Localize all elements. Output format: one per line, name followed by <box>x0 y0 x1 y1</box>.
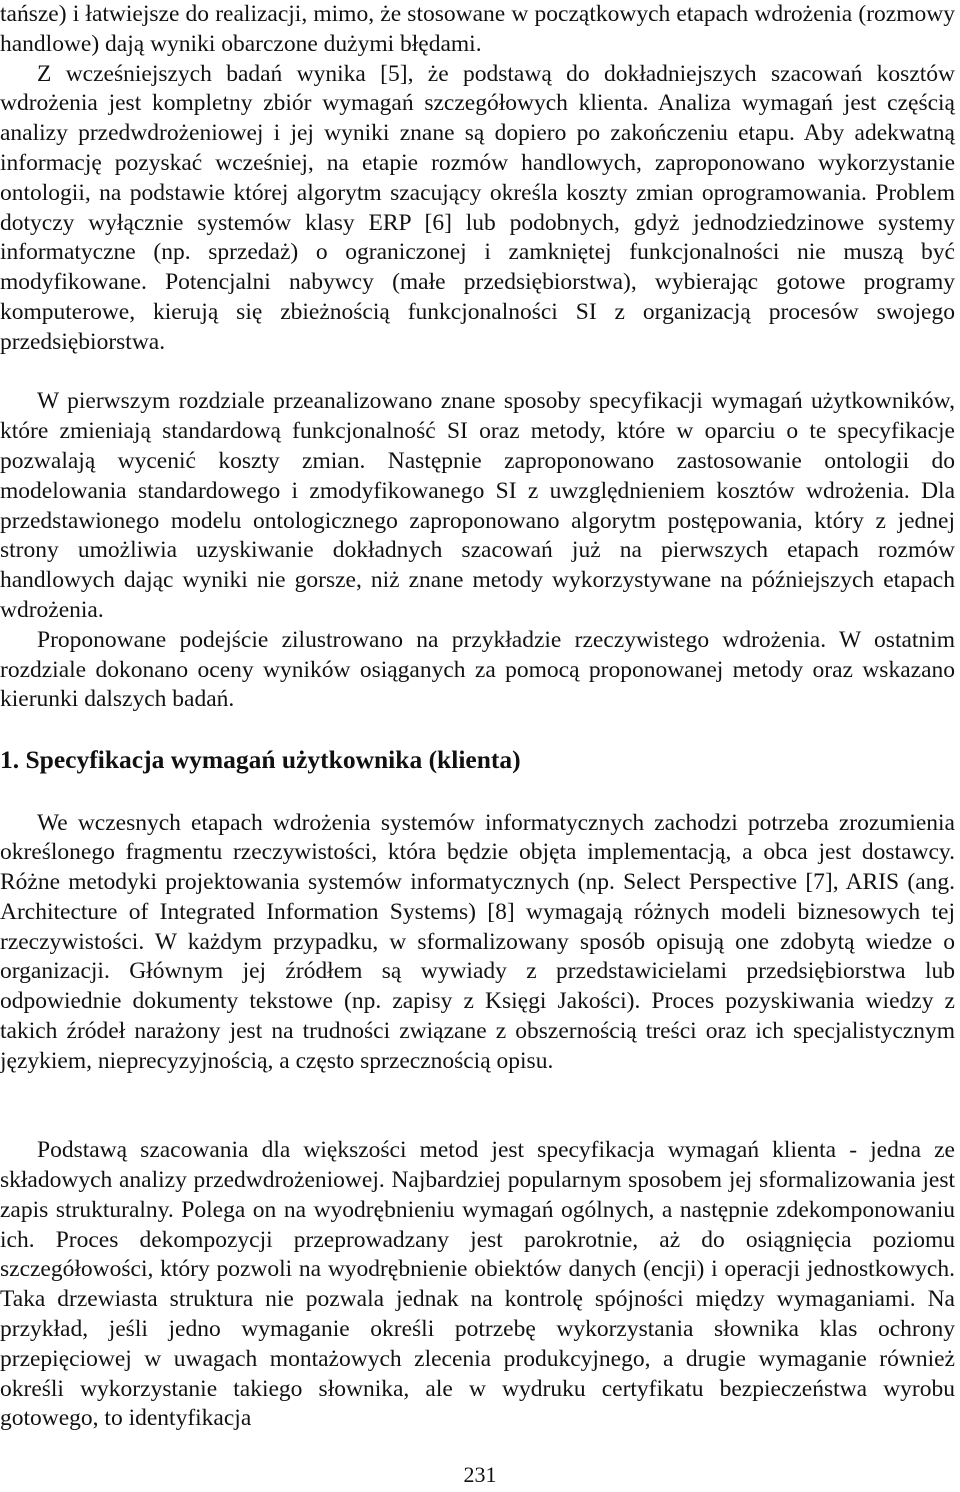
paragraph-chapter-overview: W pierwszym rozdziale przeanalizowano znane sposoby specyfikacji wymagań użytkowników, które zmieniają standardową funkcjonalność SI oraz metody, które w oparciu o te specyfikacje pozwalają wycenić koszty zmian. Następnie zaproponowano zastosowanie ontologii do modelowania standardowego i zmodyfikowanego SI z uwzględnieniem kosztów wdrożenia. Dla przedstawionego modelu ontologicznego zaproponowano algorytm postępowania, który z jednej strony umożliwia uzyskiwanie dokładnych szacowań już na pierwszych etapach rozmów handlowych dając wyniki nie gorsze, niż znane metody wykorzystywane na późniejszych etapach wdrożenia. <box>0 388 955 623</box>
paragraph-early-stages: We wczesnych etapach wdrożenia systemów informatycznych zachodzi potrzeba zrozumienia określonego fragmentu rzeczywistości, która będzie objęta implementacją, a obca jest dostawcy. Różne metodyki projektowania systemów informatycznych (np. Select Perspective [7], ARIS (ang. Architecture of Integrated Information Systems) [8] wymagają różnych modeli biznesowych tej rzeczywistości. W każdym przypadku, w sformalizowany sposób opisują one zdobytą wiedze o organizacji. Głównym jej źródłem są wywiady z przedstawicielami przedsiębiorstwa lub odpowiednie dokumenty tekstowe (np. zapisy z Księgi Jakości). Proces pozyskiwania wiedzy z takich źródeł narażony jest na trudności związane z obszernością treści oraz ich specjalistycznym językiem, nieprecyzyjnością, a często sprzecznością opisu. <box>0 809 955 1074</box>
paragraph-prior-research: Z wcześniejszych badań wynika [5], że podstawą do dokładniejszych szacowań kosztów wdrożenia jest kompletny zbiór wymagań szczegółowych klienta. Analiza wymagań jest częścią analizy przedwdrożeniowej i jej wyniki znane są dopiero po zakończeniu etapu. Aby adekwatną informację pozyskać wcześniej, na etapie rozmów handlowych, zaproponowano wykorzystanie ontologii, na podstawie której algorytm szacujący określa koszty zmian oprogramowania. Problem dotyczy wyłącznie systemów klasy ERP [6] lub podobnych, gdyż jednodziedzinowe systemy informatyczne (np. sprzedaż) o ograniczonej i zamkniętej funkcjonalności nie muszą być modyfikowane. Potencjalni nabywcy (małe przedsiębiorstwa), wybierając gotowe programy komputerowe, kierują się zbieżnością funkcjonalności SI z organizacją procesów swojego przedsiębiorstwa. <box>0 60 955 355</box>
paragraph-continuation: tańsze) i łatwiejsze do realizacji, mimo, że stosowane w początkowych etapach wdrożenia (rozmowy handlowe) dają wyniki obarczone dużymi błędami. <box>0 1 955 57</box>
paragraph-estimation-basis: Podstawą szacowania dla większości metod jest specyfikacja wymagań klienta - jedna ze składowych analizy przedwdrożeniowej. Najbardziej popularnym sposobem jej sformalizowania jest zapis strukturalny. Polega on na wyodrębnieniu wymagań ogólnych, a następnie zdekomponowaniu ich. Proces dekompozycji przeprowadzany jest parokrotnie, aż do osiągnięcia poziomu szczegółowości, który pozwoli na wyodrębnienie obiektów danych (encji) i operacji jednostkowych. Taka drzewiasta struktura nie pozwala jednak na kontrolę spójności między wymaganiami. Na przykład, jeśli jedno wymaganie określi potrzebę wykorzystania słownika klas ochrony przepięciowej w uwagach montażowych zlecenia produkcyjnego, a drugie wymaganie również określi wykorzystanie takiego słownika, ale w wydruku certyfikatu bezpieczeństwa wyrobu gotowego, to identyfikacja <box>0 1137 955 1432</box>
paragraph-illustration: Proponowane podejście zilustrowano na przykładzie rzeczywistego wdrożenia. W ostatnim rozdziale dokonano oceny wyników osiąganych za pomocą proponowanej metody oraz wskazano kierunki dalszych badań. <box>0 626 955 713</box>
section-heading: 1. Specyfikacja wymagań użytkownika (klienta) <box>0 745 521 774</box>
page-number: 231 <box>463 1462 497 1487</box>
